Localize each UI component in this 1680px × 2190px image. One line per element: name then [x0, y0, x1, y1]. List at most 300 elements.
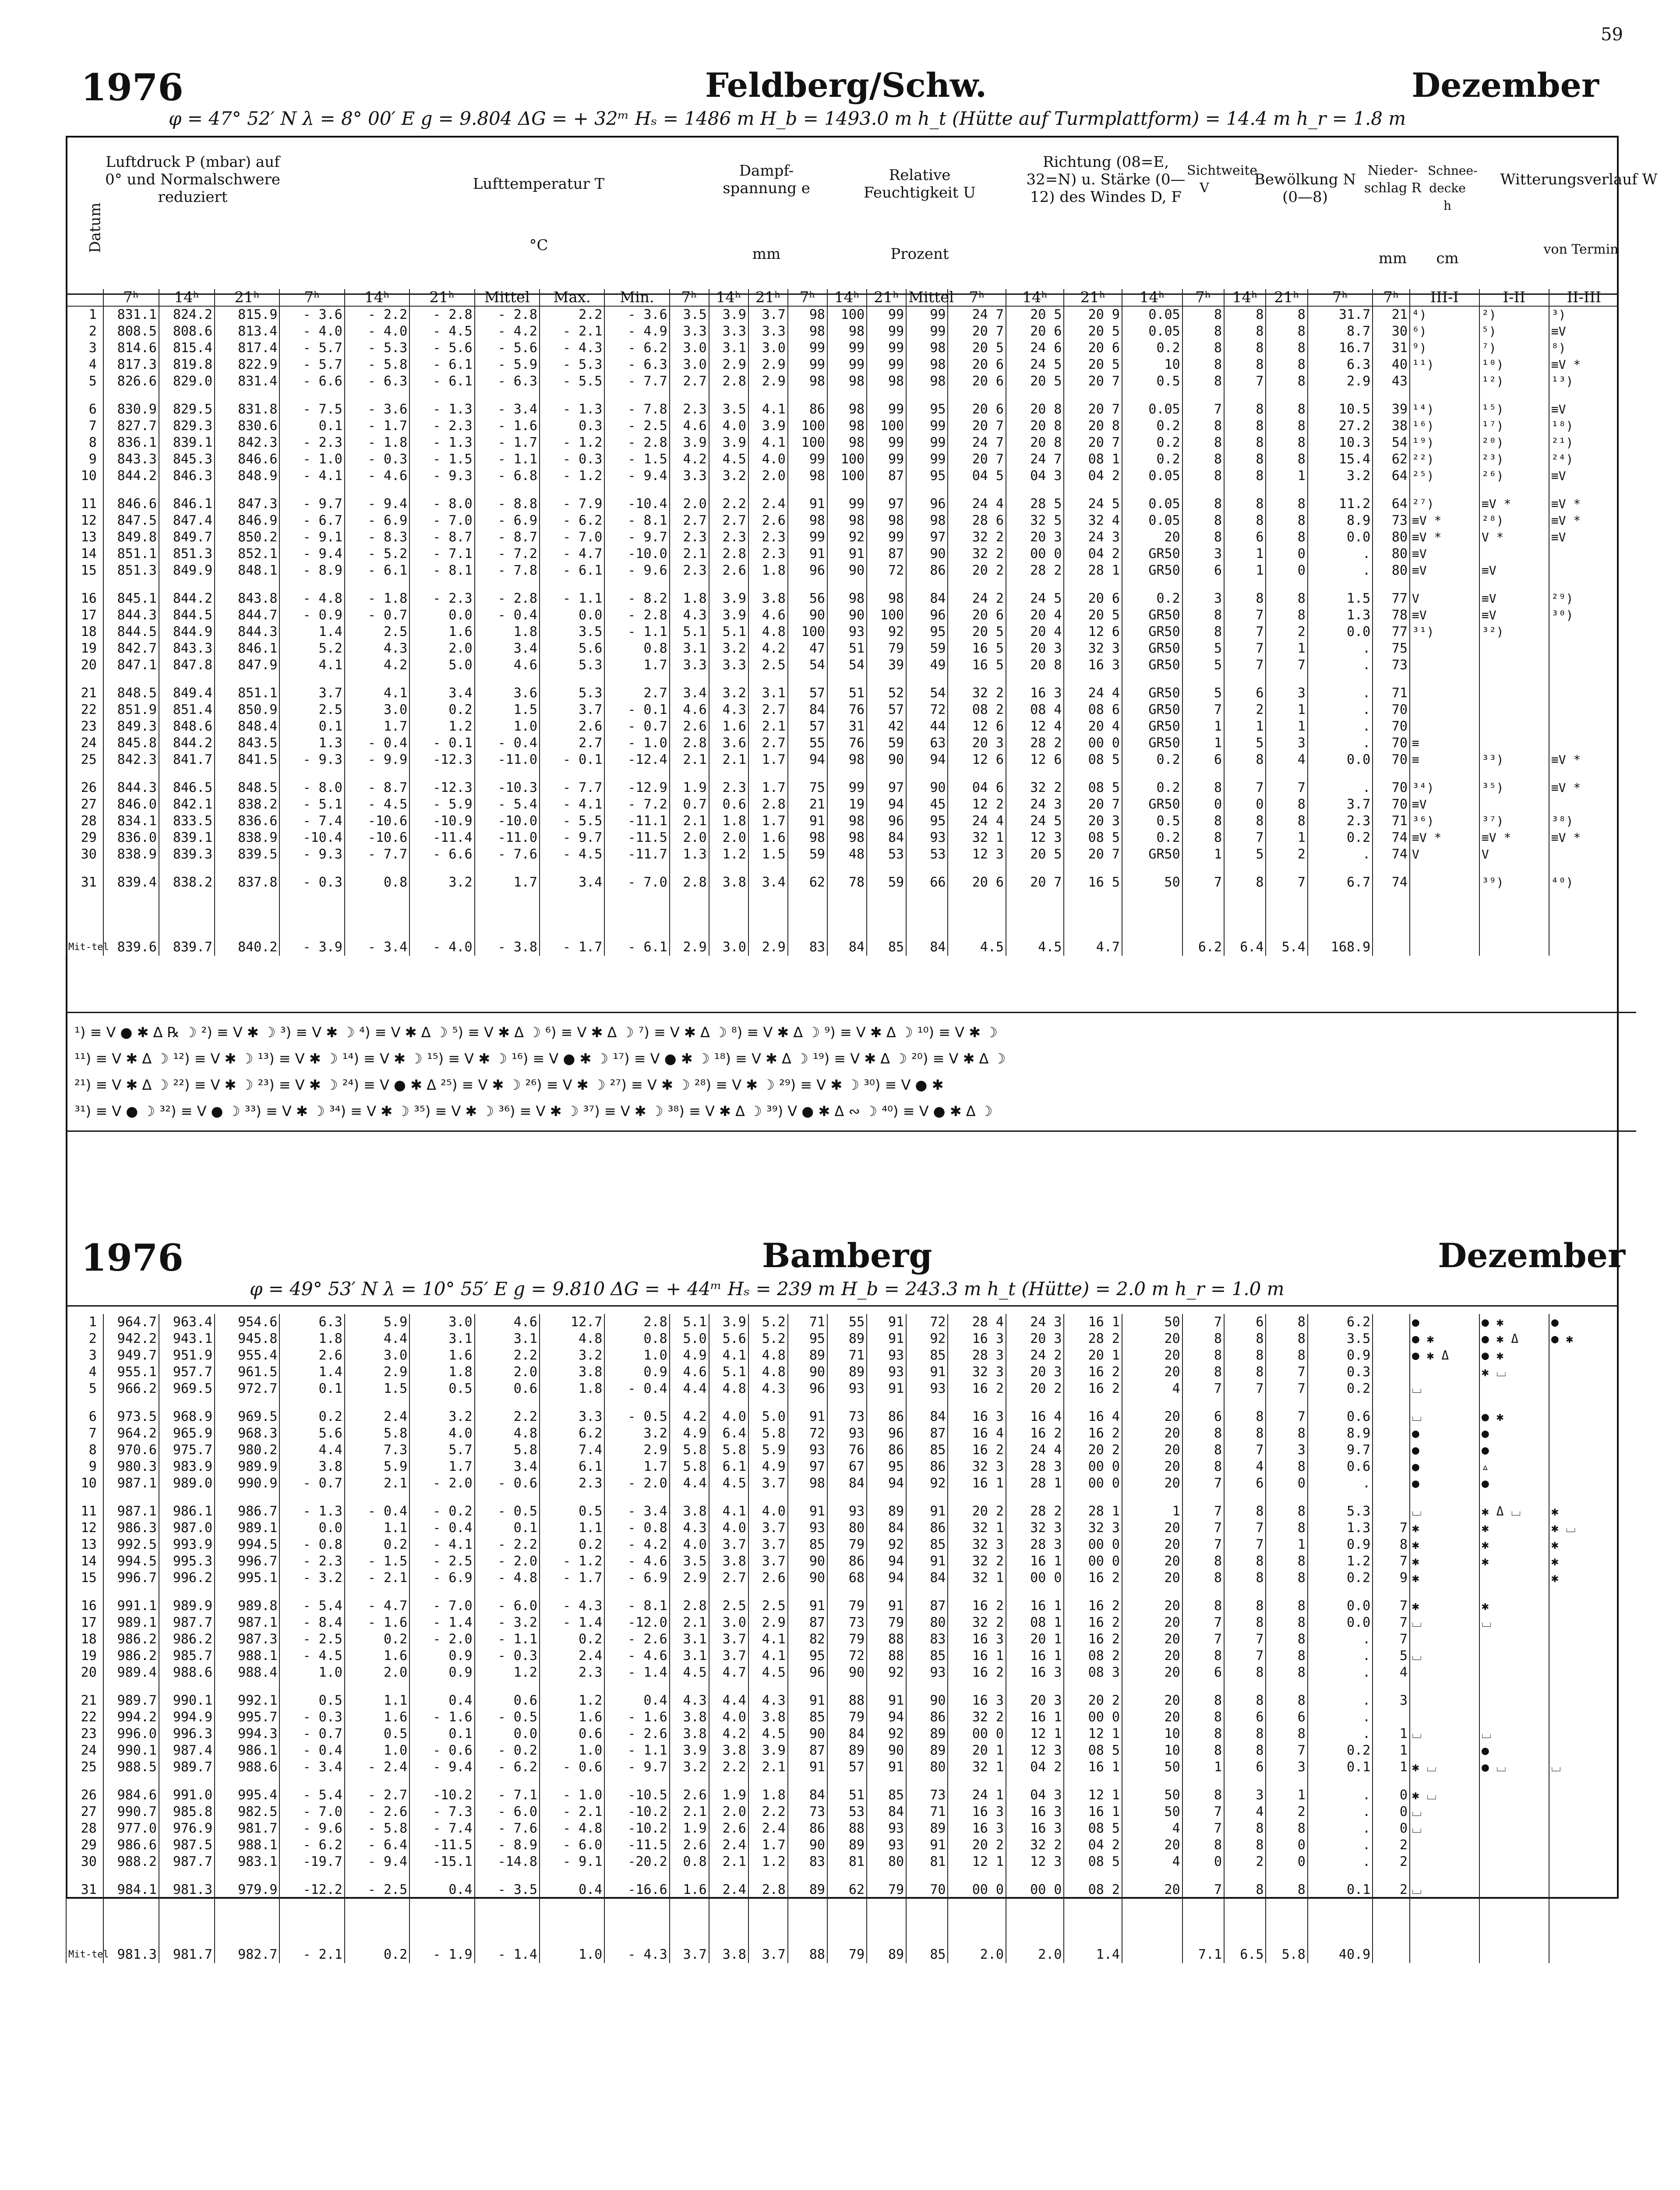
gap-cell [103, 891, 159, 939]
data-cell: 79 [867, 1882, 906, 1898]
data-cell: - 9.4 [345, 1854, 409, 1870]
data-cell: 831.1 [103, 306, 159, 323]
data-cell: 24 4 [1006, 1442, 1064, 1459]
data-cell: 8 [1182, 1709, 1224, 1726]
data-cell: ● [1410, 1475, 1479, 1492]
data-cell: 5.8 [345, 1425, 409, 1442]
gap-cell [1006, 1681, 1064, 1692]
data-cell: 28 5 [1006, 496, 1064, 512]
data-cell: - 1.8 [345, 590, 409, 607]
gap-cell [948, 579, 1006, 590]
gap-cell [788, 1681, 827, 1692]
data-cell: 994.5 [103, 1553, 159, 1570]
data-cell: 28 4 [948, 1314, 1006, 1331]
data-cell: - 1.1 [475, 1631, 540, 1648]
data-cell: - 7.4 [409, 1820, 474, 1837]
table-row [66, 702, 1619, 718]
data-cell: - 2.5 [409, 1553, 474, 1570]
data-cell: 87 [906, 1598, 948, 1614]
data-cell: 966.2 [103, 1381, 159, 1397]
data-cell: 1.0 [540, 1742, 604, 1759]
data-cell: ≡V * [1479, 830, 1549, 846]
data-cell: 995.7 [215, 1709, 279, 1726]
gap-cell [1224, 863, 1266, 874]
data-cell: 844.3 [103, 780, 159, 796]
data-cell: - 6.9 [409, 1570, 474, 1586]
data-cell: 6 [1224, 1475, 1266, 1492]
data-cell: 4.2 [748, 640, 788, 657]
gap-cell [1006, 674, 1064, 685]
data-cell: 27.2 [1308, 418, 1373, 434]
data-cell: 91 [867, 1759, 906, 1776]
data-cell: 6 [1224, 529, 1266, 546]
data-cell: 7 [1266, 1381, 1307, 1397]
data-cell: 32 5 [1006, 512, 1064, 529]
data-cell: 20 6 [948, 401, 1006, 418]
gap-cell [1549, 484, 1619, 496]
gap-cell [1410, 1776, 1479, 1787]
data-cell: -16.6 [604, 1882, 669, 1898]
data-cell: 50 [1122, 1759, 1182, 1776]
data-cell: - 3.2 [279, 1570, 344, 1586]
data-cell: 994.2 [103, 1709, 159, 1726]
gap-cell [1064, 1586, 1122, 1598]
data-cell: 848.6 [159, 718, 215, 735]
data-cell: 1.8 [475, 624, 540, 640]
data-cell: 98 [827, 401, 867, 418]
data-cell: 2.2 [475, 1347, 540, 1364]
data-cell: 5 [1373, 1648, 1410, 1664]
data-cell [1549, 1347, 1619, 1364]
data-cell: 830.6 [215, 418, 279, 434]
data-cell: 5.2 [748, 1314, 788, 1331]
gap-cell [1182, 579, 1224, 590]
gap-cell [409, 1870, 474, 1882]
data-cell: 20 7 [1006, 874, 1064, 891]
data-cell: 4.0 [748, 1503, 788, 1520]
day-cell: 17 [66, 1614, 103, 1631]
gap-cell [709, 579, 748, 590]
data-cell: ● [1410, 1459, 1479, 1475]
day-cell: 24 [66, 735, 103, 752]
bamberg-station-title: Bamberg [762, 1236, 932, 1275]
table-row [66, 418, 1619, 434]
data-cell: - 9.4 [604, 468, 669, 484]
data-cell: 3.0 [409, 1314, 474, 1331]
data-cell: 87 [906, 1425, 948, 1442]
data-cell [1549, 718, 1619, 735]
subheader-cell: 14ʰ [709, 289, 748, 306]
data-cell: 8 [1224, 1820, 1266, 1837]
gap-cell [748, 484, 788, 496]
gap-cell [279, 484, 344, 496]
gap-cell [1410, 1870, 1479, 1882]
data-cell [1549, 624, 1619, 640]
data-cell: 87 [788, 1614, 827, 1631]
gap-cell [867, 390, 906, 401]
data-cell: 848.9 [215, 468, 279, 484]
data-cell: 986.6 [103, 1837, 159, 1854]
data-cell: 5 [1182, 657, 1224, 674]
data-cell: 81 [906, 1854, 948, 1870]
data-cell: 8 [1182, 1425, 1224, 1442]
day-cell: 13 [66, 529, 103, 546]
gap-cell [409, 1898, 474, 1946]
data-cell: 91 [788, 1692, 827, 1709]
data-cell: - 3.6 [279, 306, 344, 323]
mittel-cell: 83 [788, 939, 827, 956]
data-cell: 70 [1373, 752, 1410, 768]
data-cell: -14.8 [475, 1854, 540, 1870]
data-cell [1549, 685, 1619, 702]
data-cell: 12 1 [948, 1854, 1006, 1870]
data-cell: - 0.9 [279, 607, 344, 624]
header-schneedecke: Schnee-decke h [1428, 163, 1478, 213]
data-cell: 4.1 [709, 1503, 748, 1520]
data-cell: 100 [827, 468, 867, 484]
data-cell: 74 [1373, 874, 1410, 891]
gap-cell [1064, 891, 1122, 939]
data-cell: 20 [1122, 1648, 1182, 1664]
data-cell: - 0.2 [475, 1742, 540, 1759]
gap-cell [827, 1586, 867, 1598]
data-cell: 8 [1224, 1331, 1266, 1347]
gap-cell [867, 1776, 906, 1787]
data-cell: 5.8 [475, 1442, 540, 1459]
data-cell: 4.0 [709, 418, 748, 434]
data-cell: 0.4 [409, 1692, 474, 1709]
data-cell: 3.4 [748, 874, 788, 891]
data-cell: 68 [827, 1570, 867, 1586]
data-cell: 847.1 [103, 657, 159, 674]
row-gap [66, 1898, 1619, 1946]
data-cell: 0 [1224, 796, 1266, 813]
data-cell [1373, 1314, 1410, 1331]
data-cell: 100 [867, 607, 906, 624]
data-cell: 839.3 [159, 846, 215, 863]
data-cell: 32 2 [948, 1709, 1006, 1726]
data-cell: 94 [788, 752, 827, 768]
data-cell: 2 [1266, 1804, 1307, 1820]
data-cell: 62 [788, 874, 827, 891]
data-cell: 92 [867, 1726, 906, 1742]
data-cell: - 4.5 [345, 796, 409, 813]
data-cell: 00 0 [1064, 1537, 1122, 1553]
data-cell: 100 [827, 306, 867, 323]
data-cell: 79 [827, 1709, 867, 1726]
gap-cell [906, 674, 948, 685]
data-cell: ✱ [1410, 1598, 1479, 1614]
data-cell: 964.2 [103, 1425, 159, 1442]
data-cell: 16 3 [1064, 657, 1122, 674]
data-cell: 8 [1224, 1347, 1266, 1364]
data-cell: 841.7 [159, 752, 215, 768]
gap-cell [1410, 1898, 1479, 1946]
data-cell: 93 [827, 1381, 867, 1397]
data-cell: 89 [827, 1364, 867, 1381]
data-cell: 95 [906, 624, 948, 640]
data-cell: -10.5 [604, 1787, 669, 1804]
data-cell: 7 [1224, 1381, 1266, 1397]
data-cell: 0.3 [540, 418, 604, 434]
data-cell: 5.1 [709, 624, 748, 640]
data-cell: 97 [906, 529, 948, 546]
mittel-row [66, 939, 1619, 956]
data-cell: 28 1 [1006, 1475, 1064, 1492]
day-cell: 10 [66, 468, 103, 484]
table-row [66, 546, 1619, 562]
data-cell: ²⁶) [1479, 468, 1549, 484]
data-cell: 8 [1224, 418, 1266, 434]
data-cell: 844.3 [103, 607, 159, 624]
data-cell: - 8.7 [409, 529, 474, 546]
table-row [66, 1882, 1619, 1898]
gap-cell [345, 1681, 409, 1692]
data-cell: 96 [788, 1664, 827, 1681]
data-cell: ²⁰) [1479, 434, 1549, 451]
data-cell: ✱ [1549, 1570, 1619, 1586]
table-row [66, 562, 1619, 579]
data-cell: 1.0 [604, 1347, 669, 1364]
data-cell: 24 3 [1006, 796, 1064, 813]
data-cell: 8 [1182, 1837, 1224, 1854]
day-cell: 28 [66, 1820, 103, 1837]
day-cell: 26 [66, 780, 103, 796]
data-cell: ✱ [1549, 1553, 1619, 1570]
data-cell: - 1.2 [540, 1553, 604, 1570]
data-cell: 99 [906, 323, 948, 340]
data-cell: 2.9 [748, 357, 788, 373]
data-cell: 1.5 [475, 702, 540, 718]
gap-cell [475, 863, 540, 874]
data-cell: 815.4 [159, 340, 215, 357]
gap-cell [1266, 484, 1307, 496]
data-cell: 08 4 [1006, 702, 1064, 718]
data-cell: 88 [867, 1631, 906, 1648]
day-cell: 29 [66, 830, 103, 846]
data-cell: - 6.0 [540, 1837, 604, 1854]
data-cell: 91 [867, 1331, 906, 1347]
data-cell: - 1.3 [279, 1503, 344, 1520]
data-cell: 2.7 [709, 1570, 748, 1586]
data-cell: 8 [1266, 306, 1307, 323]
gap-cell [1224, 1397, 1266, 1409]
gap-cell [827, 1681, 867, 1692]
data-cell: 91 [827, 546, 867, 562]
data-cell: GR50 [1122, 640, 1182, 657]
mittel-label: Mit-tel [66, 939, 103, 956]
data-cell: 3.2 [1308, 468, 1373, 484]
gap-cell [709, 1898, 748, 1946]
data-cell: 968.9 [159, 1409, 215, 1425]
data-cell: 16 3 [948, 1820, 1006, 1837]
subheader-cell: I-II [1479, 289, 1549, 306]
data-cell: 20 2 [1064, 1442, 1122, 1459]
data-cell: 3.4 [670, 685, 709, 702]
data-cell: -11.4 [409, 830, 474, 846]
data-cell: 808.5 [103, 323, 159, 340]
data-cell: 1.8 [409, 1364, 474, 1381]
data-cell: 7 [1224, 607, 1266, 624]
mittel-label: Mit-tel [66, 1946, 103, 1963]
data-cell: 838.2 [215, 796, 279, 813]
data-cell: 7 [1266, 657, 1307, 674]
data-cell: - 8.8 [475, 496, 540, 512]
table-row [66, 1709, 1619, 1726]
gap-cell [103, 579, 159, 590]
data-cell: GR50 [1122, 546, 1182, 562]
gap-cell [409, 1681, 474, 1692]
data-cell: 16 4 [948, 1425, 1006, 1442]
data-cell [1410, 1664, 1479, 1681]
day-cell: 7 [66, 418, 103, 434]
data-cell: -19.7 [279, 1854, 344, 1870]
data-cell: 6.1 [709, 1459, 748, 1475]
data-cell: 5.8 [670, 1442, 709, 1459]
subheader-cell: 7ʰ [103, 289, 159, 306]
data-cell: 08 6 [1064, 702, 1122, 718]
data-cell: 5.6 [709, 1331, 748, 1347]
data-cell: 831.8 [215, 401, 279, 418]
data-cell: 1 [1266, 702, 1307, 718]
data-cell [1410, 1631, 1479, 1648]
gap-cell [1122, 390, 1182, 401]
subheader-cell: 21ʰ [867, 289, 906, 306]
data-cell: ● ✱ [1410, 1331, 1479, 1347]
data-cell: 4.8 [709, 1381, 748, 1397]
day-cell: 12 [66, 512, 103, 529]
gap-cell [1308, 891, 1373, 939]
data-cell [1479, 546, 1549, 562]
gap-cell [906, 484, 948, 496]
data-cell: ≡V * [1549, 496, 1619, 512]
data-cell: 6.4 [709, 1425, 748, 1442]
data-cell: ³⁵) [1479, 780, 1549, 796]
mittel-cell [1122, 939, 1182, 956]
data-cell: - 0.6 [475, 1475, 540, 1492]
data-cell: 8 [1224, 590, 1266, 607]
data-cell: 3.1 [409, 1331, 474, 1347]
mittel-cell: - 4.0 [409, 939, 474, 956]
gap-cell [748, 1586, 788, 1598]
data-cell: ⌴ [1410, 1820, 1479, 1837]
data-cell: 91 [906, 1553, 948, 1570]
data-cell: 57 [867, 702, 906, 718]
data-cell: 7 [1182, 874, 1224, 891]
data-cell: ● ✱ Δ [1410, 1347, 1479, 1364]
data-cell: 8 [1266, 1692, 1307, 1709]
data-cell: 1.8 [540, 1381, 604, 1397]
data-cell: 8 [1224, 1425, 1266, 1442]
gap-cell [867, 1586, 906, 1598]
table-row [66, 373, 1619, 390]
data-cell: 2.8 [709, 373, 748, 390]
gap-cell [475, 579, 540, 590]
data-cell: 3.3 [709, 323, 748, 340]
data-cell: - 6.6 [279, 373, 344, 390]
gap-cell [66, 1681, 103, 1692]
data-cell: 8 [1182, 1347, 1224, 1364]
data-cell: 8 [1224, 1664, 1266, 1681]
data-cell: 3.9 [748, 1742, 788, 1759]
data-cell: 9.7 [1308, 1442, 1373, 1459]
gap-cell [1064, 1898, 1122, 1946]
data-cell: ● [1479, 1475, 1549, 1492]
data-cell: 4.3 [345, 640, 409, 657]
data-cell: - 5.3 [345, 340, 409, 357]
gap-cell [1373, 863, 1410, 874]
day-cell: 4 [66, 1364, 103, 1381]
data-cell: 50 [1122, 1787, 1182, 1804]
data-cell: ¹⁶) [1410, 418, 1479, 434]
data-cell: 0.8 [604, 1331, 669, 1347]
data-cell: 87 [788, 1742, 827, 1759]
data-cell: GR50 [1122, 846, 1182, 863]
data-cell: 89 [827, 1742, 867, 1759]
day-cell: 6 [66, 401, 103, 418]
data-cell: 00 0 [948, 1882, 1006, 1898]
data-cell: 8 [1266, 1520, 1307, 1537]
data-cell: 989.1 [215, 1520, 279, 1537]
data-cell [1549, 702, 1619, 718]
data-cell: 63 [906, 735, 948, 752]
gap-cell [827, 768, 867, 780]
gap-cell [159, 891, 215, 939]
data-cell: 28 3 [1006, 1537, 1064, 1553]
data-cell: 92 [867, 1664, 906, 1681]
feldberg-footnotes [66, 1012, 1636, 1132]
data-cell: - 7.4 [279, 813, 344, 830]
data-cell: 50 [1122, 1804, 1182, 1820]
data-cell: - 7.5 [279, 401, 344, 418]
data-cell: 2.8 [670, 735, 709, 752]
data-cell: 838.9 [215, 830, 279, 846]
row-gap [66, 674, 1619, 685]
data-cell: 844.3 [215, 624, 279, 640]
gap-cell [1373, 579, 1410, 590]
data-cell: 847.4 [159, 512, 215, 529]
data-cell: 2.9 [345, 1364, 409, 1381]
gap-cell [748, 579, 788, 590]
data-cell: 986.2 [103, 1631, 159, 1648]
data-cell: 7 [1224, 780, 1266, 796]
data-cell: 16 2 [1064, 1614, 1122, 1631]
gap-cell [279, 390, 344, 401]
subheader-cell: 21ʰ [748, 289, 788, 306]
data-cell: 5.3 [540, 657, 604, 674]
data-cell: - 6.9 [345, 512, 409, 529]
data-cell: 955.4 [215, 1347, 279, 1364]
data-cell: 53 [867, 846, 906, 863]
data-cell: 3.3 [670, 468, 709, 484]
data-cell: 16 5 [948, 657, 1006, 674]
gap-cell [827, 390, 867, 401]
gap-cell [1308, 863, 1373, 874]
data-cell: 0.9 [409, 1648, 474, 1664]
data-cell: ⌴ [1410, 1648, 1479, 1664]
feldberg-subheader-row [66, 289, 1619, 306]
data-cell: 20 7 [948, 451, 1006, 468]
data-cell: 7 [1182, 1804, 1224, 1820]
data-cell: 32 2 [948, 1553, 1006, 1570]
gap-cell [1122, 891, 1182, 939]
data-cell: 3.1 [670, 1631, 709, 1648]
gap-cell [409, 1492, 474, 1503]
gap-cell [1266, 863, 1307, 874]
data-cell: - 8.9 [279, 562, 344, 579]
data-cell: 28 3 [948, 1347, 1006, 1364]
gap-cell [159, 484, 215, 496]
